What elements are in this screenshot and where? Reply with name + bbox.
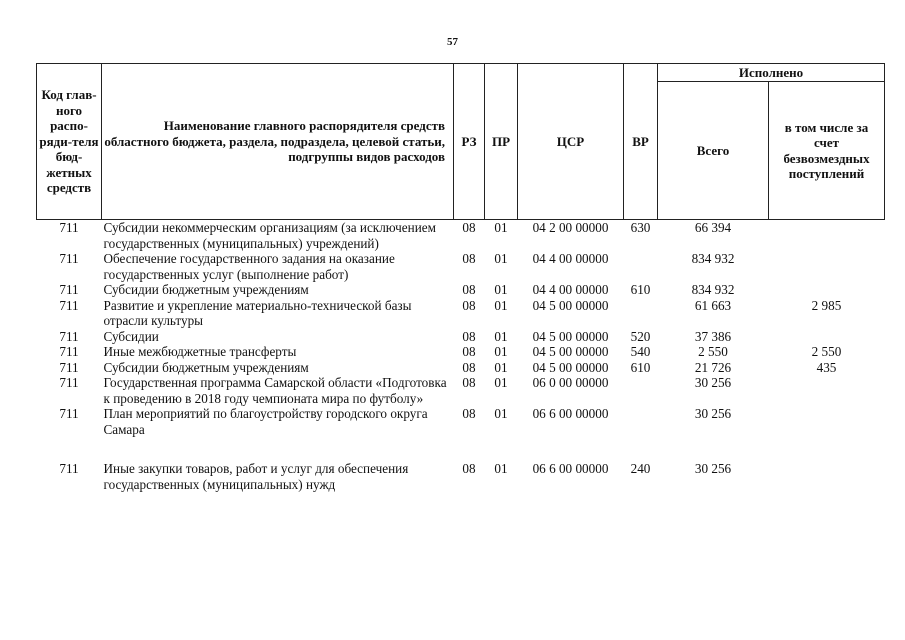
cell-name: Субсидии бюджетным учреждениям [103,282,309,297]
cell-vr [624,251,658,282]
cell-rz: 08 [462,406,476,421]
cell-vr [624,406,658,437]
cell-csr: 04 5 00 00000 [532,344,609,359]
cell-csr: 04 4 00 00000 [532,251,609,266]
cell-free [769,282,885,298]
table-row [37,406,885,437]
cell-csr: 06 6 00 00000 [532,461,609,476]
cell-total: 30 256 [694,461,732,476]
table-row [37,360,885,376]
cell-rz: 08 [462,328,476,344]
cell-pr: 01 [494,251,508,266]
cell-csr: 04 5 00 00000 [532,359,609,375]
cell-code: 711 [59,297,79,313]
cell-free [769,329,885,345]
header-name: Наименование главного распорядителя средств областного бюджета, раздела, подраздела, целевой статьи, подгруппы видов расходов [102,64,454,220]
header-code: Код глав-ного распо-ряди-теля бюд-жетных средств [37,64,102,220]
cell-csr: 06 0 00 00000 [532,375,609,390]
cell-rz: 08 [462,375,476,390]
cell-code: 711 [59,375,79,390]
cell-rz: 08 [462,220,476,235]
cell-free: 435 [816,359,837,375]
cell-rz: 08 [462,461,476,476]
cell-rz: 08 [462,282,476,297]
header-total: Всего [658,82,769,220]
cell-vr: 610 [630,359,651,375]
cell-vr: 240 [630,461,651,476]
cell-total: 834 932 [691,251,735,266]
cell-vr: 610 [630,282,651,297]
page-number: 57 [447,36,458,48]
cell-pr: 01 [494,297,508,313]
cell-vr: 520 [630,328,651,344]
cell-csr: 04 2 00 00000 [532,220,609,235]
table-row [37,461,885,492]
cell-total: 66 394 [694,220,732,235]
cell-code: 711 [59,282,79,297]
cell-code: 711 [59,344,79,359]
cell-name: План мероприятий по благоустройству городского округа Самара [103,406,428,437]
cell-vr: 630 [630,220,651,235]
cell-total: 30 256 [694,406,732,421]
spacer-cell [37,437,885,461]
cell-name: Субсидии некоммерческим организациям (за исключением государственных (муниципальных) учреждений) [103,220,436,251]
table-row [37,329,885,345]
row-spacer [37,437,885,461]
table-body [37,220,885,493]
cell-total: 21 726 [694,359,732,375]
cell-code: 711 [59,251,79,266]
cell-code: 711 [59,461,79,476]
cell-total: 37 386 [694,328,732,344]
cell-name: Иные межбюджетные трансферты [103,344,297,359]
cell-name: Иные закупки товаров, работ и услуг для обеспечения государственных (муниципальных) нужд [103,461,409,492]
cell-total: 30 256 [694,375,732,390]
cell-code: 711 [59,406,79,421]
cell-name: Развитие и укрепление материально-технической базы отрасли культуры [103,297,412,328]
header-csr: ЦСР [518,64,624,220]
header-vr: ВР [624,64,658,220]
cell-total: 61 663 [694,297,732,313]
cell-vr: 540 [630,344,651,359]
budget-table [36,63,885,492]
table-row [37,298,885,329]
cell-total: 2 550 [698,344,728,359]
cell-vr [624,375,658,406]
cell-free [769,406,885,437]
cell-rz: 08 [462,344,476,359]
table-row [37,282,885,298]
cell-free [769,461,885,492]
cell-csr: 06 6 00 00000 [532,406,609,421]
cell-name: Обеспечение государственного задания на оказание государственных услуг (выполнение работ) [103,251,395,282]
cell-name: Субсидии [103,328,159,344]
cell-free: 2 550 [811,344,842,359]
cell-name: Субсидии бюджетным учреждениям [103,359,309,375]
cell-free [769,251,885,282]
cell-pr: 01 [494,220,508,235]
cell-free [769,220,885,252]
cell-rz: 08 [462,251,476,266]
cell-code: 711 [59,220,79,235]
cell-free: 2 985 [811,297,842,313]
cell-name: Государственная программа Самарской области «Подготовка к проведению в 2018 году чемпионата мира по футболу» [103,375,447,406]
table-row [37,220,885,252]
cell-rz: 08 [462,359,476,375]
cell-code: 711 [59,328,79,344]
table-row [37,344,885,360]
cell-total: 834 932 [691,282,735,297]
cell-pr: 01 [494,406,508,421]
cell-code: 711 [59,359,79,375]
cell-csr: 04 5 00 00000 [532,297,609,313]
table-row [37,251,885,282]
cell-vr [624,298,658,329]
cell-free [769,375,885,406]
cell-csr: 04 4 00 00000 [532,282,609,297]
cell-csr: 04 5 00 00000 [532,328,609,344]
header-executed: Исполнено [658,64,885,82]
table-header [37,64,885,220]
header-rz: РЗ [454,64,485,220]
cell-pr: 01 [494,461,508,476]
header-pr: ПР [485,64,518,220]
cell-pr: 01 [494,375,508,390]
cell-pr: 01 [494,328,508,344]
cell-rz: 08 [462,297,476,313]
cell-pr: 01 [494,359,508,375]
cell-pr: 01 [494,282,508,297]
table-row [37,375,885,406]
header-free: в том числе за счет безвозмездных поступлений [769,82,885,220]
cell-pr: 01 [494,344,508,359]
